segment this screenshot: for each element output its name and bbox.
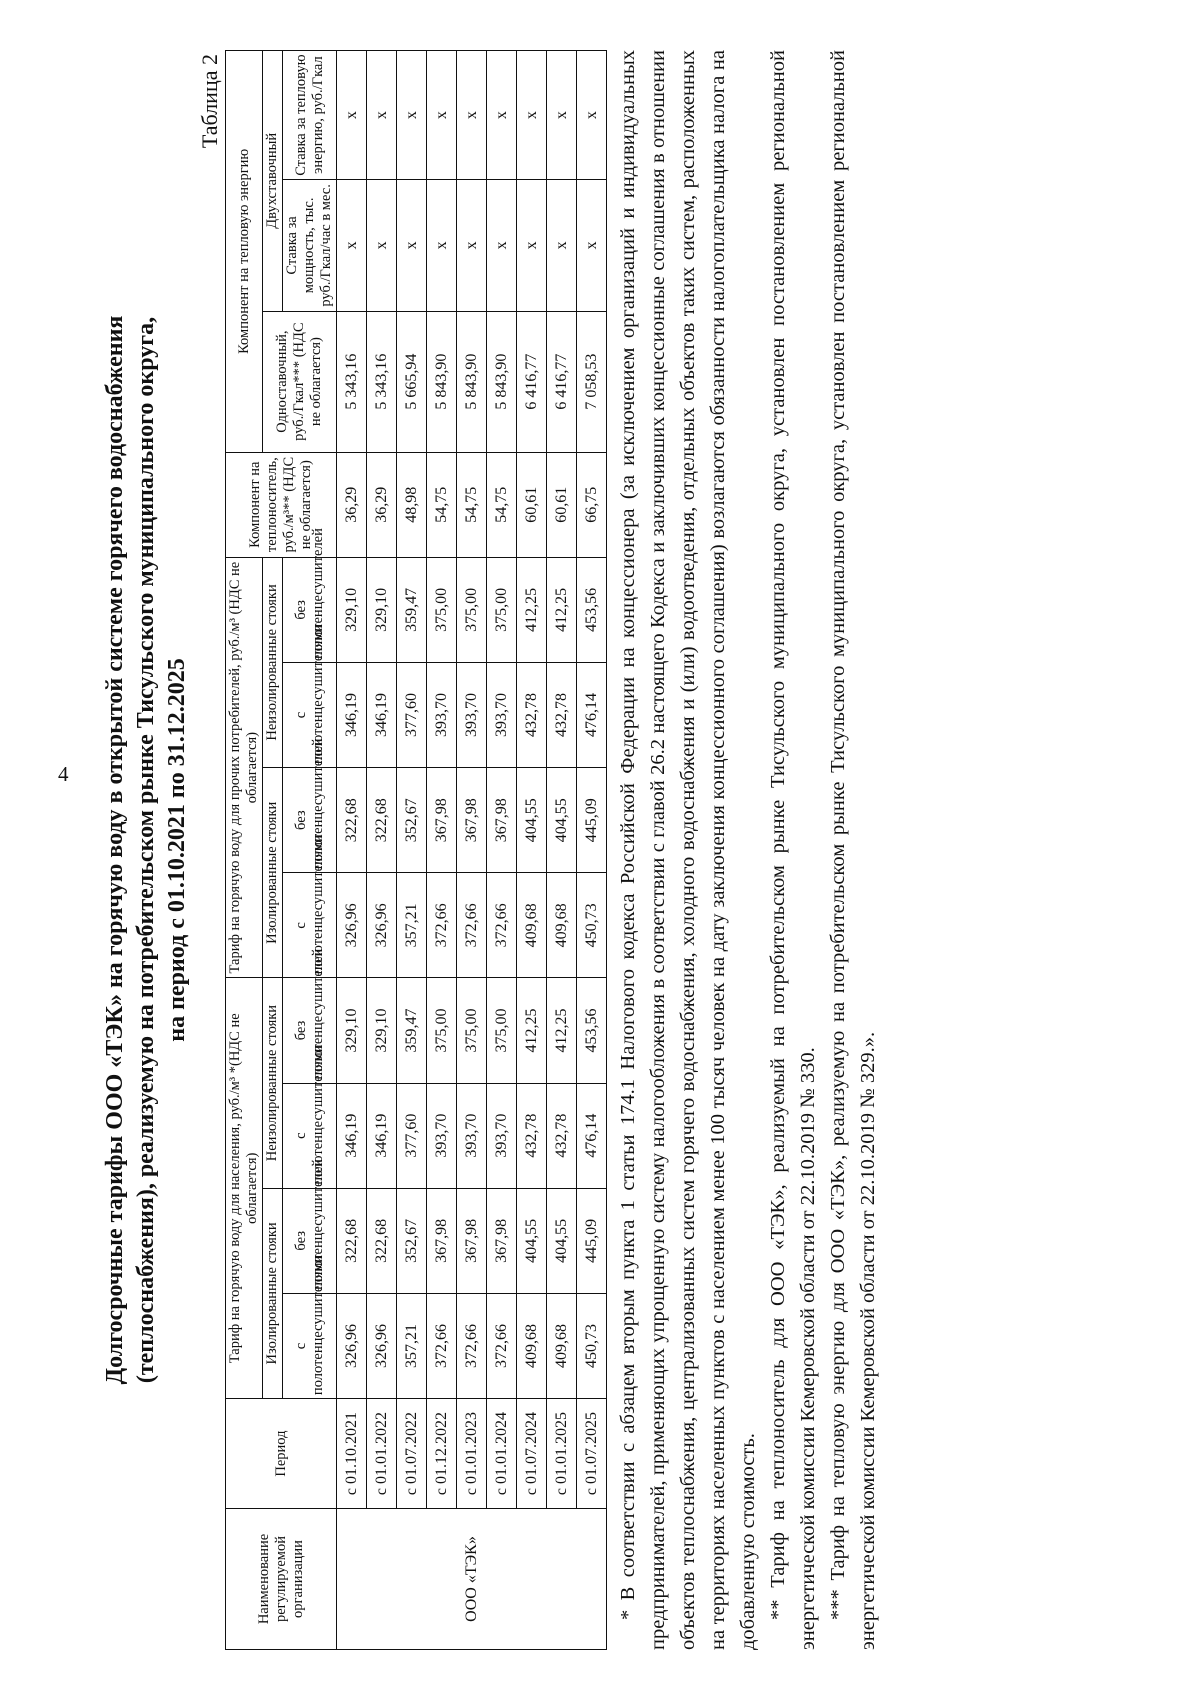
cell-energy: х [337,51,367,180]
cell-single: 5 843,90 [487,311,517,452]
header-insulated: Изолированные стояки [263,1188,283,1398]
cell-p3: 393,70 [457,1083,487,1188]
header-two-rate: Двухставочный [263,51,283,312]
cell-period: с 01.12.2022 [427,1399,457,1509]
cell-single: 5 665,94 [397,311,427,452]
page-number: 4 [58,762,69,786]
table-row [427,51,457,1650]
cell-o4: 375,00 [457,557,487,662]
table-row [337,51,367,1650]
cell-carrier: 36,29 [367,452,397,557]
cell-cap: х [457,180,487,311]
cell-p3: 346,19 [337,1083,367,1188]
header-tariff-population: Тариф на горячую воду для населения, руб./м³ *(НДС не облагается) [226,978,263,1399]
cell-period: с 01.01.2023 [457,1399,487,1509]
cell-p2: 367,98 [457,1188,487,1293]
cell-period: с 01.01.2024 [487,1399,517,1509]
cell-o2: 404,55 [547,768,577,873]
header-with-dryers: с полотенцесушителями [283,662,337,767]
cell-o1: 357,21 [397,873,427,978]
cell-p1: 450,73 [577,1293,607,1398]
header-with-dryers: с полотенцесушителями [283,873,337,978]
cell-carrier: 60,61 [547,452,577,557]
cell-cap: х [547,180,577,311]
cell-cap: х [517,180,547,311]
header-insulated: Изолированные стояки [263,768,283,978]
header-org: Наименование регулируемой организации [226,1509,337,1650]
header-with-dryers: с полотенцесушителями [283,1083,337,1188]
cell-p4: 375,00 [487,978,517,1083]
cell-o3: 393,70 [427,662,457,767]
cell-p3: 432,78 [547,1083,577,1188]
cell-carrier: 54,75 [457,452,487,557]
cell-carrier: 66,75 [577,452,607,557]
cell-p4: 412,25 [547,978,577,1083]
cell-o1: 450,73 [577,873,607,978]
header-without-dryers: без полотенцесушителей [283,557,337,662]
cell-o4: 359,47 [397,557,427,662]
cell-p3: 432,78 [517,1083,547,1188]
table-row [577,51,607,1650]
title-line: на период с 01.10.2021 по 31.12.2025 [164,658,190,1042]
cell-o1: 326,96 [337,873,367,978]
table-row [457,51,487,1650]
cell-o2: 367,98 [487,768,517,873]
cell-period: с 01.10.2021 [337,1399,367,1509]
cell-energy: х [367,51,397,180]
cell-p3: 346,19 [367,1083,397,1188]
table-caption: Таблица 2 [197,54,222,149]
cell-cap: х [577,180,607,311]
cell-o4: 375,00 [427,557,457,662]
cell-carrier: 54,75 [487,452,517,557]
cell-o4: 375,00 [487,557,517,662]
cell-single: 5 843,90 [457,311,487,452]
cell-o4: 412,25 [517,557,547,662]
footnote-heat-energy: *** Тариф на тепловую энергию для ООО «ТЭК», реализуемую на потребительском рынке Тисульского муниципального округа, установлен постановлением региональной энергетической комиссии Кемеровской области от 22.10.2019 № 329.». [827,50,879,1650]
cell-o3: 393,70 [457,662,487,767]
cell-cap: х [397,180,427,311]
header-heat-energy: Компонент на тепловую энергию [226,51,263,453]
cell-o3: 476,14 [577,662,607,767]
cell-carrier: 48,98 [397,452,427,557]
header-without-dryers: без полотенцесушителей [283,1188,337,1293]
footnote-heat-carrier: ** Тариф на теплоноситель для ООО «ТЭК», реализуемый на потребительском рынке Тисульского муниципального округа, установлен постановлением региональной энергетической комиссии Кемеровской области от 22.10.2019 № 330. [767,50,819,1650]
table-row [397,51,427,1650]
cell-o1: 409,68 [517,873,547,978]
cell-o2: 352,67 [397,768,427,873]
cell-o3: 432,78 [547,662,577,767]
cell-p2: 352,67 [397,1188,427,1293]
header-tariff-other: Тариф на горячую воду для прочих потребителей, руб./м³ (НДС не облагается) [226,557,263,978]
header-non-insulated: Неизолированные стояки [263,557,283,767]
header-without-dryers: без полотенцесушителей [283,768,337,873]
table-row [517,51,547,1650]
cell-energy: х [487,51,517,180]
cell-p4: 329,10 [367,978,397,1083]
header-capacity-rate: Ставка за мощность, тыс. руб./Гкал/час в мес. [283,180,337,311]
cell-period: с 01.07.2025 [577,1399,607,1509]
cell-energy: х [397,51,427,180]
cell-p4: 412,25 [517,978,547,1083]
cell-o2: 404,55 [517,768,547,873]
cell-o2: 445,09 [577,768,607,873]
cell-p1: 409,68 [547,1293,577,1398]
cell-p1: 372,66 [457,1293,487,1398]
rotated-page-content [100,50,1065,1650]
cell-single: 5 343,16 [337,311,367,452]
cell-single: 7 058,53 [577,311,607,452]
footnote-vat: * В соответствии с абзацем вторым пункта 1 статьи 174.1 Налогового кодекса Российской Федерации на концессионера (за исключением организаций и индивидуальных предпринимателей, применяющих упрощенную систему налогообложения в соответствии с главой 26.2 настоящего Кодекса и заключивших концессионные соглашения в отношении объектов теплоснабжения, централизованных систем горячего водоснабжения, холодного водоснабжения и (или) водоотведения, отдельных объектов таких систем, расположенных на территориях населенных пунктов с населением менее 100 тысяч человек на дату заключения концессионного соглашения) возлагаются обязанности налогоплательщика налога на добавленную стоимость. [617,50,759,1650]
cell-o4: 329,10 [367,557,397,662]
cell-o3: 432,78 [517,662,547,767]
cell-p4: 359,47 [397,978,427,1083]
cell-o4: 453,56 [577,557,607,662]
cell-carrier: 60,61 [517,452,547,557]
cell-period: с 01.07.2022 [397,1399,427,1509]
cell-energy: х [577,51,607,180]
cell-cap: х [427,180,457,311]
tariff-table [225,50,607,1650]
cell-p3: 393,70 [427,1083,457,1188]
header-energy-rate: Ставка за тепловую энергию, руб./Гкал [283,51,337,180]
cell-p2: 404,55 [517,1188,547,1293]
cell-p1: 409,68 [517,1293,547,1398]
cell-single: 6 416,77 [547,311,577,452]
title-line: Долгосрочные тарифы ООО «ТЭК» на горячую воду в открытой системе горячего водоснабжения [102,315,128,1385]
cell-p1: 326,96 [367,1293,397,1398]
cell-p4: 375,00 [457,978,487,1083]
cell-o2: 367,98 [457,768,487,873]
cell-p4: 453,56 [577,978,607,1083]
cell-p2: 445,09 [577,1188,607,1293]
cell-cap: х [367,180,397,311]
cell-o1: 372,66 [487,873,517,978]
cell-energy: х [427,51,457,180]
cell-single: 6 416,77 [517,311,547,452]
cell-o4: 412,25 [547,557,577,662]
cell-p2: 322,68 [367,1188,397,1293]
title-line: (теплоснабжения), реализуемую на потребительском рынке Тисульского муниципального округа, [133,316,159,1384]
cell-o3: 393,70 [487,662,517,767]
header-without-dryers: без полотенцесушителей [283,978,337,1083]
table-row [487,51,517,1650]
cell-p2: 367,98 [487,1188,517,1293]
cell-period: с 01.07.2024 [517,1399,547,1509]
table-row [547,51,577,1650]
cell-o3: 346,19 [367,662,397,767]
cell-o2: 322,68 [337,768,367,873]
cell-o1: 326,96 [367,873,397,978]
table-body [337,51,607,1650]
cell-cap: х [487,180,517,311]
cell-o2: 322,68 [367,768,397,873]
cell-p1: 326,96 [337,1293,367,1398]
table-row [367,51,397,1650]
cell-p3: 377,60 [397,1083,427,1188]
cell-carrier: 36,29 [337,452,367,557]
cell-p2: 404,55 [547,1188,577,1293]
cell-o1: 372,66 [457,873,487,978]
cell-energy: х [517,51,547,180]
cell-p2: 322,68 [337,1188,367,1293]
cell-p1: 372,66 [487,1293,517,1398]
cell-o2: 367,98 [427,768,457,873]
cell-period: с 01.01.2022 [367,1399,397,1509]
cell-p1: 357,21 [397,1293,427,1398]
cell-o3: 346,19 [337,662,367,767]
table-header [226,51,337,1650]
cell-p3: 393,70 [487,1083,517,1188]
header-single-rate: Одноставочный, руб./Гкал*** (НДС не облагается) [263,311,337,452]
cell-o4: 329,10 [337,557,367,662]
cell-p2: 367,98 [427,1188,457,1293]
org-name-cell: ООО «ТЭК» [337,1509,607,1650]
document-title [100,50,193,1650]
cell-carrier: 54,75 [427,452,457,557]
header-period: Период [226,1399,337,1509]
cell-single: 5 843,90 [427,311,457,452]
header-heat-carrier: Компонент на теплоноситель, руб./м³** (НДС не облагается) [226,452,337,557]
cell-p4: 375,00 [427,978,457,1083]
cell-o3: 377,60 [397,662,427,767]
cell-o1: 372,66 [427,873,457,978]
cell-p4: 329,10 [337,978,367,1083]
header-with-dryers: с полотенцесушителями [283,1293,337,1398]
cell-cap: х [337,180,367,311]
cell-period: с 01.01.2025 [547,1399,577,1509]
cell-single: 5 343,16 [367,311,397,452]
cell-energy: х [547,51,577,180]
cell-p3: 476,14 [577,1083,607,1188]
cell-energy: х [457,51,487,180]
header-non-insulated: Неизолированные стояки [263,978,283,1188]
footnotes [613,50,883,1650]
cell-o1: 409,68 [547,873,577,978]
cell-p1: 372,66 [427,1293,457,1398]
